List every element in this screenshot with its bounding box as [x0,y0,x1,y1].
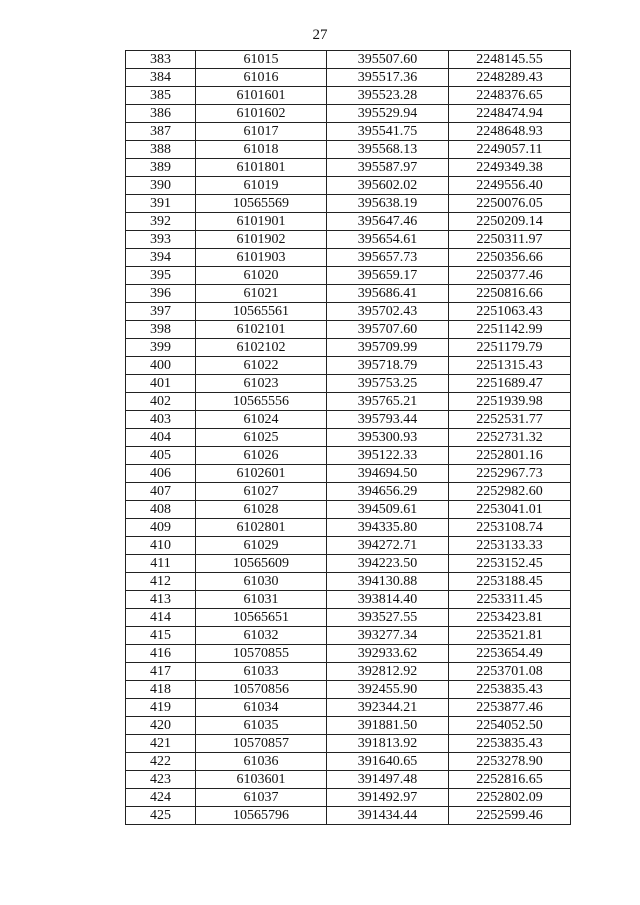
point-id-cell: 61016 [196,69,327,87]
y-coordinate-cell: 2253654.49 [449,645,571,663]
point-id-cell: 10565569 [196,195,327,213]
table-row [126,339,571,357]
x-coordinate-cell: 395587.97 [327,159,449,177]
x-coordinate-cell: 395529.94 [327,105,449,123]
table-row [126,87,571,105]
row-index-cell: 413 [126,591,196,609]
y-coordinate-cell: 2248648.93 [449,123,571,141]
x-coordinate-cell: 395657.73 [327,249,449,267]
table-row [126,717,571,735]
x-coordinate-cell: 391497.48 [327,771,449,789]
row-index-cell: 404 [126,429,196,447]
y-coordinate-cell: 2253152.45 [449,555,571,573]
row-index-cell: 425 [126,807,196,825]
y-coordinate-cell: 2252731.32 [449,429,571,447]
table-row [126,105,571,123]
row-index-cell: 424 [126,789,196,807]
y-coordinate-cell: 2252816.65 [449,771,571,789]
row-index-cell: 422 [126,753,196,771]
table-row [126,357,571,375]
table-row [126,267,571,285]
point-id-cell: 61024 [196,411,327,429]
table-row [126,555,571,573]
row-index-cell: 408 [126,501,196,519]
table-row [126,645,571,663]
y-coordinate-cell: 2253311.45 [449,591,571,609]
x-coordinate-cell: 394130.88 [327,573,449,591]
point-id-cell: 6101901 [196,213,327,231]
row-index-cell: 392 [126,213,196,231]
point-id-cell: 61018 [196,141,327,159]
x-coordinate-cell: 395517.36 [327,69,449,87]
y-coordinate-cell: 2248145.55 [449,51,571,69]
y-coordinate-cell: 2251142.99 [449,321,571,339]
point-id-cell: 61025 [196,429,327,447]
table-row [126,123,571,141]
x-coordinate-cell: 391813.92 [327,735,449,753]
table-row [126,699,571,717]
y-coordinate-cell: 2248376.65 [449,87,571,105]
y-coordinate-cell: 2252802.09 [449,789,571,807]
x-coordinate-cell: 394509.61 [327,501,449,519]
row-index-cell: 409 [126,519,196,537]
row-index-cell: 414 [126,609,196,627]
point-id-cell: 10565556 [196,393,327,411]
x-coordinate-cell: 392933.62 [327,645,449,663]
row-index-cell: 415 [126,627,196,645]
point-id-cell: 61020 [196,267,327,285]
table-row [126,177,571,195]
row-index-cell: 405 [126,447,196,465]
x-coordinate-cell: 395793.44 [327,411,449,429]
y-coordinate-cell: 2251939.98 [449,393,571,411]
point-id-cell: 61026 [196,447,327,465]
table-row [126,321,571,339]
row-index-cell: 417 [126,663,196,681]
point-id-cell: 61034 [196,699,327,717]
x-coordinate-cell: 395659.17 [327,267,449,285]
point-id-cell: 61017 [196,123,327,141]
row-index-cell: 399 [126,339,196,357]
table-row [126,159,571,177]
table-row [126,195,571,213]
point-id-cell: 61036 [196,753,327,771]
y-coordinate-cell: 2248474.94 [449,105,571,123]
x-coordinate-cell: 395602.02 [327,177,449,195]
row-index-cell: 386 [126,105,196,123]
table-row [126,789,571,807]
y-coordinate-cell: 2249556.40 [449,177,571,195]
point-id-cell: 10565796 [196,807,327,825]
point-id-cell: 61022 [196,357,327,375]
x-coordinate-cell: 395707.60 [327,321,449,339]
point-id-cell: 61027 [196,483,327,501]
point-id-cell: 61029 [196,537,327,555]
x-coordinate-cell: 395765.21 [327,393,449,411]
x-coordinate-cell: 394335.80 [327,519,449,537]
point-id-cell: 61015 [196,51,327,69]
table-row [126,303,571,321]
x-coordinate-cell: 395647.46 [327,213,449,231]
row-index-cell: 395 [126,267,196,285]
x-coordinate-cell: 391434.44 [327,807,449,825]
y-coordinate-cell: 2252967.73 [449,465,571,483]
row-index-cell: 401 [126,375,196,393]
y-coordinate-cell: 2253423.81 [449,609,571,627]
coordinates-table-body [126,51,571,825]
table-row [126,807,571,825]
point-id-cell: 61032 [196,627,327,645]
x-coordinate-cell: 395686.41 [327,285,449,303]
point-id-cell: 10565609 [196,555,327,573]
y-coordinate-cell: 2249349.38 [449,159,571,177]
x-coordinate-cell: 391881.50 [327,717,449,735]
coordinates-table [125,50,571,825]
page-number: 27 [312,27,328,43]
row-index-cell: 400 [126,357,196,375]
point-id-cell: 6101801 [196,159,327,177]
row-index-cell: 406 [126,465,196,483]
y-coordinate-cell: 2248289.43 [449,69,571,87]
y-coordinate-cell: 2251315.43 [449,357,571,375]
x-coordinate-cell: 394656.29 [327,483,449,501]
point-id-cell: 61037 [196,789,327,807]
point-id-cell: 61019 [196,177,327,195]
x-coordinate-cell: 393277.34 [327,627,449,645]
y-coordinate-cell: 2252982.60 [449,483,571,501]
row-index-cell: 402 [126,393,196,411]
point-id-cell: 6102102 [196,339,327,357]
point-id-cell: 10570857 [196,735,327,753]
x-coordinate-cell: 394223.50 [327,555,449,573]
row-index-cell: 383 [126,51,196,69]
table-row [126,627,571,645]
table-row [126,213,571,231]
y-coordinate-cell: 2254052.50 [449,717,571,735]
row-index-cell: 398 [126,321,196,339]
point-id-cell: 10570855 [196,645,327,663]
point-id-cell: 61021 [196,285,327,303]
row-index-cell: 390 [126,177,196,195]
row-index-cell: 411 [126,555,196,573]
y-coordinate-cell: 2252531.77 [449,411,571,429]
x-coordinate-cell: 395638.19 [327,195,449,213]
y-coordinate-cell: 2250816.66 [449,285,571,303]
y-coordinate-cell: 2251179.79 [449,339,571,357]
y-coordinate-cell: 2253108.74 [449,519,571,537]
x-coordinate-cell: 395568.13 [327,141,449,159]
table-row [126,141,571,159]
x-coordinate-cell: 395702.43 [327,303,449,321]
row-index-cell: 410 [126,537,196,555]
x-coordinate-cell: 393527.55 [327,609,449,627]
row-index-cell: 393 [126,231,196,249]
row-index-cell: 412 [126,573,196,591]
y-coordinate-cell: 2252599.46 [449,807,571,825]
point-id-cell: 6103601 [196,771,327,789]
point-id-cell: 6102101 [196,321,327,339]
point-id-cell: 10565651 [196,609,327,627]
y-coordinate-cell: 2250377.46 [449,267,571,285]
table-row [126,393,571,411]
table-row [126,771,571,789]
point-id-cell: 6101601 [196,87,327,105]
row-index-cell: 397 [126,303,196,321]
y-coordinate-cell: 2253701.08 [449,663,571,681]
x-coordinate-cell: 392455.90 [327,681,449,699]
x-coordinate-cell: 394694.50 [327,465,449,483]
row-index-cell: 403 [126,411,196,429]
x-coordinate-cell: 395122.33 [327,447,449,465]
y-coordinate-cell: 2252801.16 [449,447,571,465]
table-row [126,51,571,69]
y-coordinate-cell: 2251689.47 [449,375,571,393]
point-id-cell: 61030 [196,573,327,591]
row-index-cell: 391 [126,195,196,213]
x-coordinate-cell: 395718.79 [327,357,449,375]
x-coordinate-cell: 392812.92 [327,663,449,681]
y-coordinate-cell: 2253835.43 [449,681,571,699]
x-coordinate-cell: 395523.28 [327,87,449,105]
table-row [126,573,571,591]
table-row [126,483,571,501]
point-id-cell: 6101903 [196,249,327,267]
y-coordinate-cell: 2253041.01 [449,501,571,519]
point-id-cell: 61035 [196,717,327,735]
table-row [126,681,571,699]
y-coordinate-cell: 2253133.33 [449,537,571,555]
row-index-cell: 420 [126,717,196,735]
point-id-cell: 10570856 [196,681,327,699]
point-id-cell: 10565561 [196,303,327,321]
x-coordinate-cell: 395541.75 [327,123,449,141]
point-id-cell: 6102601 [196,465,327,483]
row-index-cell: 388 [126,141,196,159]
row-index-cell: 418 [126,681,196,699]
x-coordinate-cell: 392344.21 [327,699,449,717]
y-coordinate-cell: 2250311.97 [449,231,571,249]
y-coordinate-cell: 2250209.14 [449,213,571,231]
point-id-cell: 6101602 [196,105,327,123]
point-id-cell: 61033 [196,663,327,681]
row-index-cell: 385 [126,87,196,105]
x-coordinate-cell: 391640.65 [327,753,449,771]
y-coordinate-cell: 2253835.43 [449,735,571,753]
table-row [126,465,571,483]
y-coordinate-cell: 2249057.11 [449,141,571,159]
table-row [126,537,571,555]
y-coordinate-cell: 2253188.45 [449,573,571,591]
y-coordinate-cell: 2253877.46 [449,699,571,717]
table-row [126,501,571,519]
row-index-cell: 389 [126,159,196,177]
x-coordinate-cell: 395654.61 [327,231,449,249]
table-row [126,375,571,393]
x-coordinate-cell: 394272.71 [327,537,449,555]
row-index-cell: 394 [126,249,196,267]
row-index-cell: 407 [126,483,196,501]
table-row [126,429,571,447]
table-row [126,609,571,627]
table-row [126,753,571,771]
point-id-cell: 6102801 [196,519,327,537]
row-index-cell: 384 [126,69,196,87]
point-id-cell: 61028 [196,501,327,519]
x-coordinate-cell: 395507.60 [327,51,449,69]
table-row [126,411,571,429]
row-index-cell: 387 [126,123,196,141]
y-coordinate-cell: 2250356.66 [449,249,571,267]
table-row [126,591,571,609]
x-coordinate-cell: 395753.25 [327,375,449,393]
y-coordinate-cell: 2250076.05 [449,195,571,213]
row-index-cell: 416 [126,645,196,663]
x-coordinate-cell: 391492.97 [327,789,449,807]
point-id-cell: 61031 [196,591,327,609]
x-coordinate-cell: 395709.99 [327,339,449,357]
table-row [126,519,571,537]
x-coordinate-cell: 395300.93 [327,429,449,447]
table-row [126,249,571,267]
table-row [126,69,571,87]
point-id-cell: 61023 [196,375,327,393]
table-row [126,663,571,681]
row-index-cell: 423 [126,771,196,789]
y-coordinate-cell: 2251063.43 [449,303,571,321]
row-index-cell: 421 [126,735,196,753]
row-index-cell: 419 [126,699,196,717]
row-index-cell: 396 [126,285,196,303]
point-id-cell: 6101902 [196,231,327,249]
y-coordinate-cell: 2253521.81 [449,627,571,645]
x-coordinate-cell: 393814.40 [327,591,449,609]
table-row [126,735,571,753]
table-row [126,231,571,249]
y-coordinate-cell: 2253278.90 [449,753,571,771]
table-row [126,285,571,303]
table-row [126,447,571,465]
